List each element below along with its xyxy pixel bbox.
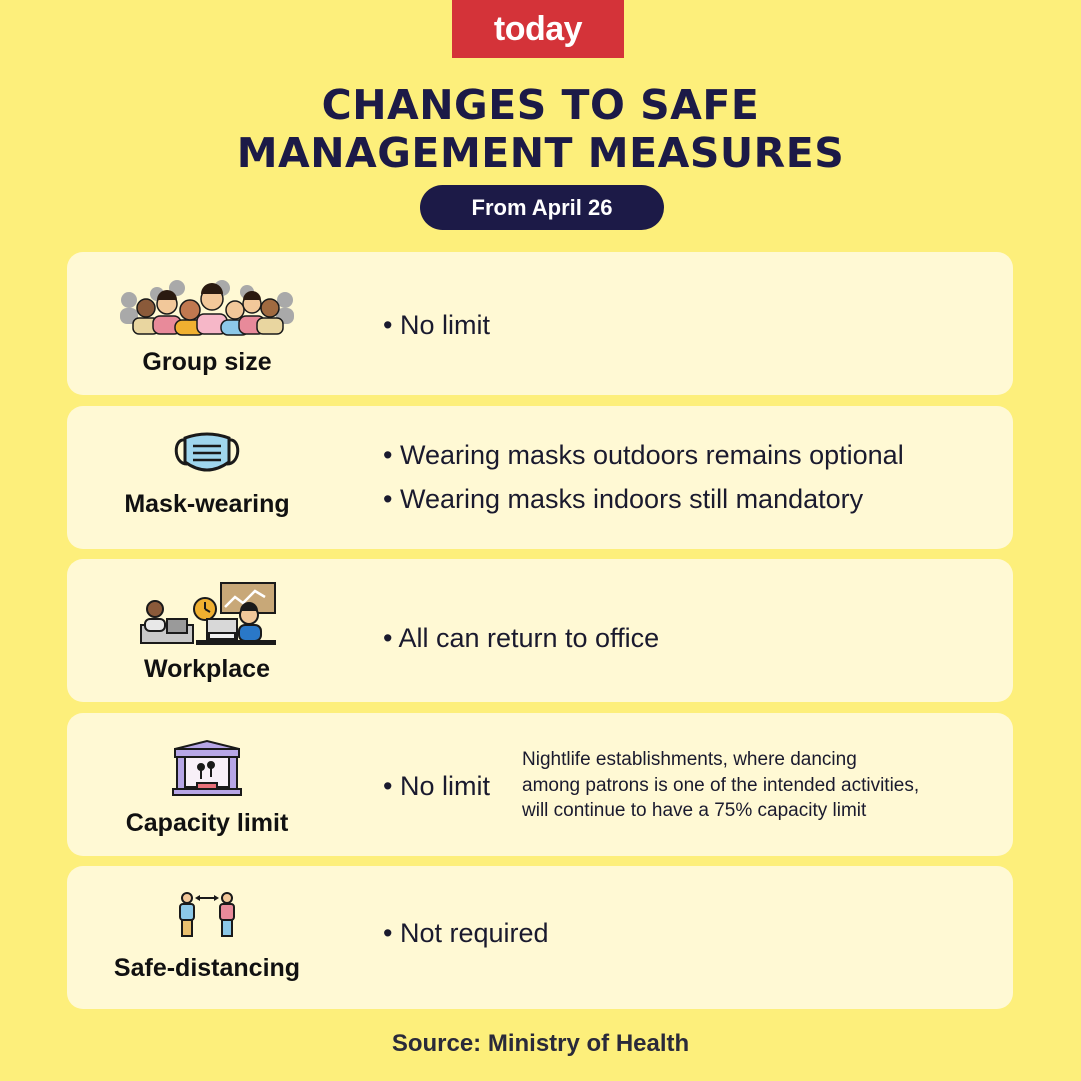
- distancing-people-icon: [67, 890, 347, 940]
- today-logo: today: [452, 0, 624, 58]
- measure-label: Workplace: [144, 655, 270, 683]
- measure-label: Safe-distancing: [113, 954, 301, 982]
- capacity-note: [522, 747, 992, 824]
- measure-card-workplace: [67, 559, 1013, 702]
- face-mask-icon: [67, 430, 347, 478]
- date-pill: From April 26: [420, 185, 664, 230]
- office-workers-icon: [67, 581, 347, 645]
- page-title-line-1: CHANGES TO SAFE: [321, 81, 760, 129]
- measure-bullet: • Wearing masks outdoors remains optional: [383, 440, 904, 470]
- note-line: will continue to have a 75% capacity limit: [522, 800, 867, 821]
- measure-label: Group size: [142, 348, 272, 376]
- crowd-icon: [67, 274, 347, 336]
- venue-stage-icon: [67, 739, 347, 797]
- measure-bullet: • All can return to office: [383, 623, 660, 653]
- measure-bullet: • No limit: [383, 310, 490, 340]
- source-credit: Source: Ministry of Health: [391, 1030, 690, 1057]
- measure-bullet: • Wearing masks indoors still mandatory: [383, 484, 864, 514]
- measure-label: Mask-wearing: [124, 490, 290, 518]
- measure-bullet: • No limit: [383, 771, 490, 801]
- note-line: among patrons is one of the intended activities,: [522, 774, 920, 796]
- measure-label: Capacity limit: [125, 809, 289, 837]
- measure-card-safe-distancing: [67, 866, 1013, 1009]
- measure-card-group-size: [67, 252, 1013, 395]
- page-title-line-2: MANAGEMENT MEASURES: [236, 129, 845, 177]
- note-line: Nightlife establishments, where dancing: [522, 749, 857, 770]
- measure-card-mask-wearing: [67, 406, 1013, 549]
- measure-card-capacity-limit: [67, 713, 1013, 856]
- measure-bullet: • Not required: [383, 918, 549, 948]
